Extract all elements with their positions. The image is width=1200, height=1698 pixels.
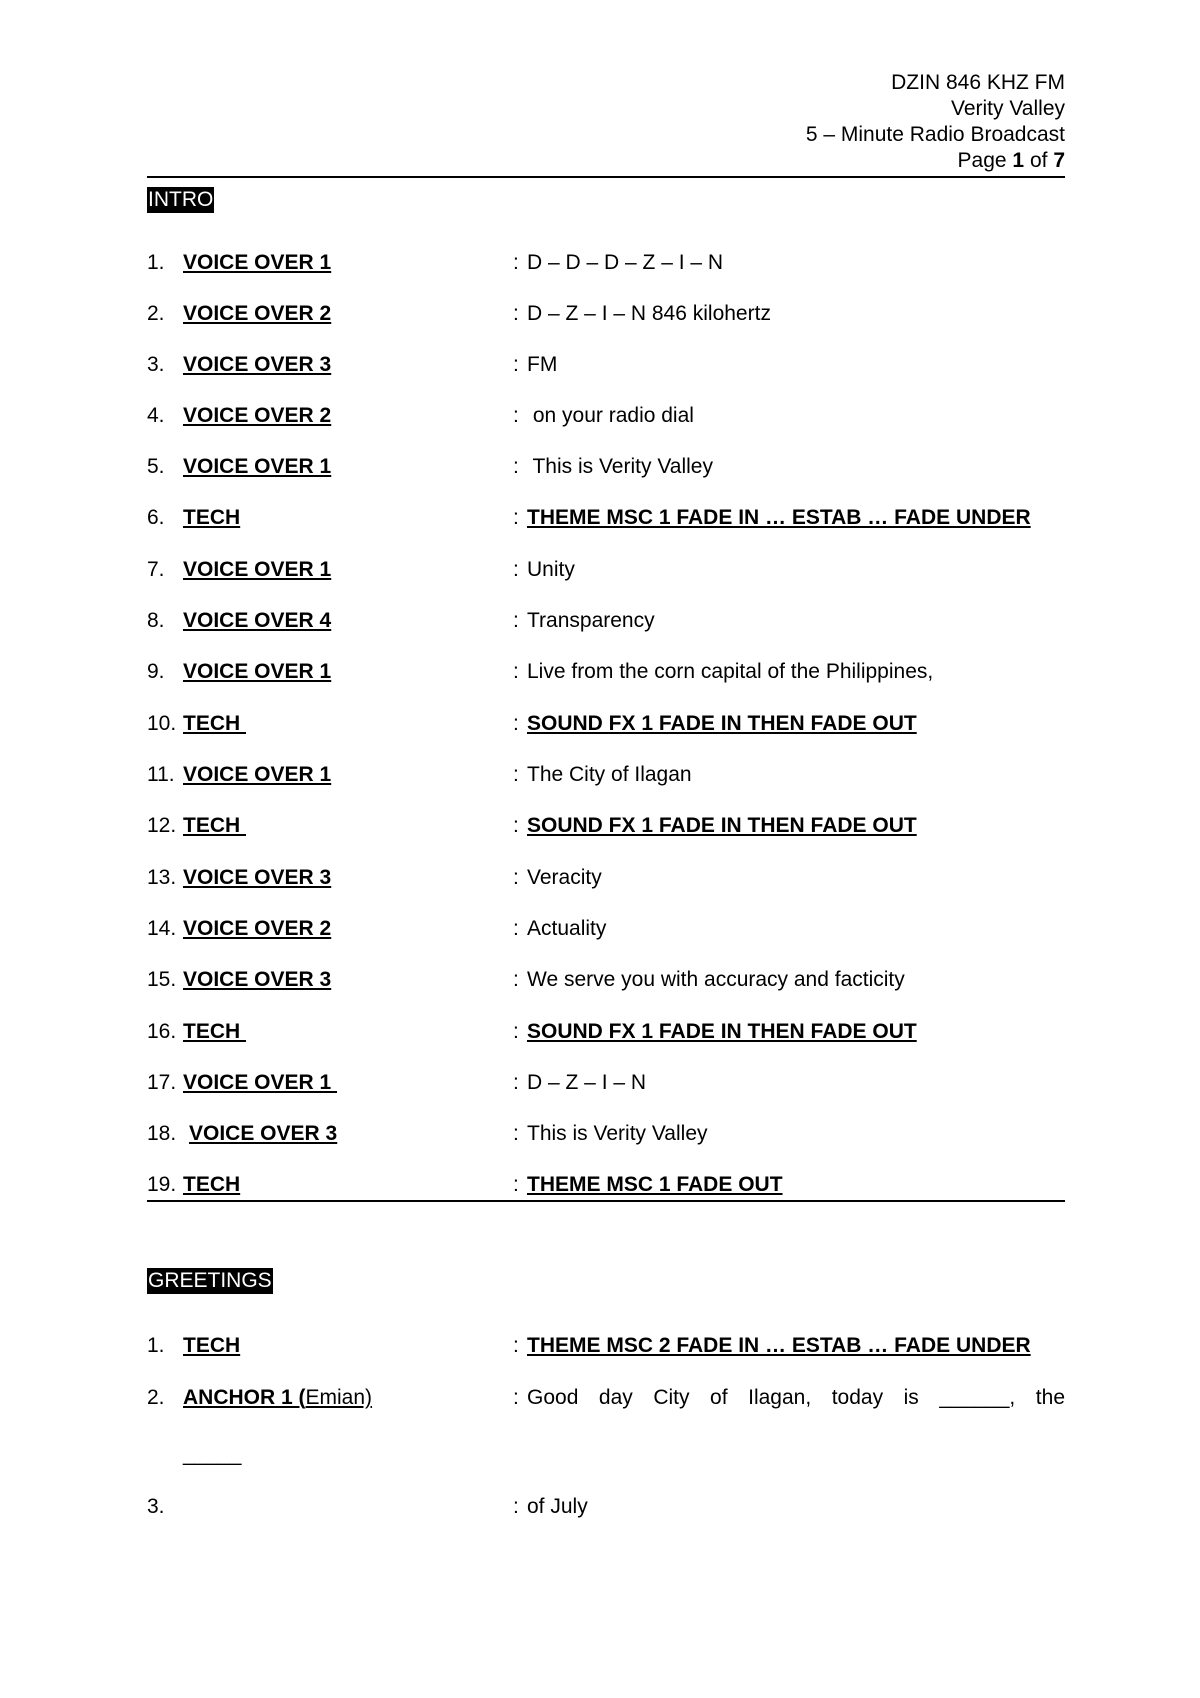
colon: :	[513, 558, 519, 581]
speaker: VOICE OVER 3	[183, 353, 332, 376]
speaker: VOICE OVER 1	[183, 1071, 338, 1094]
colon: :	[513, 763, 519, 786]
line-number: 4.	[147, 404, 165, 427]
colon: :	[513, 404, 519, 427]
tech-cue: SOUND FX 1 FADE IN THEN FADE OUT	[527, 712, 917, 735]
line-number: 15.	[147, 968, 177, 991]
script-line	[147, 657, 1065, 687]
line-number: 12.	[147, 814, 177, 837]
line-number: 2.	[147, 302, 165, 325]
dialogue: This is Verity Valley	[527, 455, 713, 478]
tech-cue: SOUND FX 1 FADE IN THEN FADE OUT	[527, 1020, 917, 1043]
tech-cue: THEME MSC 1 FADE OUT	[527, 1173, 783, 1196]
page-number: Page 1 of 7	[957, 149, 1065, 172]
speaker: VOICE OVER 1	[183, 763, 332, 786]
colon: :	[513, 1071, 519, 1094]
script-line	[147, 452, 1065, 482]
line-number: 3.	[147, 353, 165, 376]
colon: :	[513, 1334, 519, 1357]
speaker: VOICE OVER 3	[189, 1122, 338, 1145]
script-line	[147, 555, 1065, 585]
speaker: VOICE OVER 2	[183, 917, 332, 940]
colon: :	[513, 712, 519, 735]
line-number: 1.	[147, 251, 165, 274]
speaker: VOICE OVER 4	[183, 609, 332, 632]
line-number: 2.	[147, 1386, 165, 1409]
speaker: TECH	[183, 1020, 246, 1043]
dialogue: The City of Ilagan	[527, 763, 692, 786]
tech-cue: SOUND FX 1 FADE IN THEN FADE OUT	[527, 814, 917, 837]
script-line	[147, 1017, 1065, 1047]
script-line	[147, 299, 1065, 329]
speaker: VOICE OVER 3	[183, 866, 332, 889]
dialogue: Actuality	[527, 917, 607, 940]
speaker: VOICE OVER 2	[183, 404, 332, 427]
script-line	[147, 503, 1065, 533]
colon: :	[513, 1020, 519, 1043]
script-line	[147, 350, 1065, 380]
line-number: 8.	[147, 609, 165, 632]
dialogue: Veracity	[527, 866, 602, 889]
speaker: VOICE OVER 1	[183, 455, 332, 478]
line-number: 6.	[147, 506, 165, 529]
line-number: 19.	[147, 1173, 177, 1196]
dialogue: on your radio dial	[527, 404, 694, 427]
colon: :	[513, 455, 519, 478]
page-header	[147, 70, 1065, 178]
line-number: 5.	[147, 455, 165, 478]
tech-cue: THEME MSC 1 FADE IN … ESTAB … FADE UNDER	[527, 506, 1031, 529]
dialogue: We serve you with accuracy and facticity	[527, 968, 905, 991]
broadcast-format: 5 – Minute Radio Broadcast	[805, 123, 1065, 146]
script-line	[147, 914, 1065, 944]
section-label-greetings: GREETINGS	[148, 1269, 272, 1292]
script-line	[147, 709, 1065, 739]
line-number: 7.	[147, 558, 165, 581]
line-number: 14.	[147, 917, 177, 940]
colon: :	[513, 660, 519, 683]
tech-cue: THEME MSC 2 FADE IN … ESTAB … FADE UNDER	[527, 1334, 1031, 1357]
script-line	[147, 606, 1065, 636]
colon: :	[513, 1386, 519, 1409]
speaker: VOICE OVER 1	[183, 251, 332, 274]
dialogue: This is Verity Valley	[527, 1122, 708, 1145]
colon: :	[513, 917, 519, 940]
colon: :	[513, 609, 519, 632]
speaker: VOICE OVER 2	[183, 302, 332, 325]
dialogue: of July	[527, 1495, 588, 1518]
colon: :	[513, 353, 519, 376]
line-number: 16.	[147, 1020, 177, 1043]
colon: :	[513, 302, 519, 325]
dialogue: D – D – D – Z – I – N	[527, 251, 724, 274]
script-line	[147, 1119, 1065, 1149]
line-number: 9.	[147, 660, 165, 683]
line-number: 17.	[147, 1071, 177, 1094]
colon: :	[513, 1495, 519, 1518]
speaker: VOICE OVER 1	[183, 558, 332, 581]
script-line	[147, 1492, 1065, 1522]
script-line	[147, 1383, 1065, 1413]
dialogue: D – Z – I – N 846 kilohertz	[527, 302, 771, 325]
line-number: 3.	[147, 1495, 165, 1518]
dialogue: D – Z – I – N	[527, 1071, 647, 1094]
program-name: Verity Valley	[951, 97, 1065, 120]
colon: :	[513, 251, 519, 274]
script-line	[147, 1170, 1065, 1202]
speaker: TECH	[183, 814, 246, 837]
line-number: 11.	[147, 763, 175, 786]
dialogue: Transparency	[527, 609, 655, 632]
script-line	[147, 401, 1065, 431]
speaker: TECH	[183, 712, 246, 735]
station-name: DZIN 846 KHZ FM	[891, 71, 1065, 94]
speaker: TECH	[183, 1334, 241, 1357]
colon: :	[513, 814, 519, 837]
script-line	[147, 760, 1065, 790]
script-line	[147, 863, 1065, 893]
speaker: VOICE OVER 1	[183, 660, 332, 683]
anchor-name: Emian)	[305, 1386, 373, 1409]
colon: :	[513, 866, 519, 889]
line-number: 18.	[147, 1122, 177, 1145]
colon: :	[513, 506, 519, 529]
dialogue: Good day City of Ilagan, today is ______, the	[527, 1386, 1065, 1409]
colon: :	[513, 1173, 519, 1196]
speaker: TECH	[183, 1173, 241, 1196]
section-label-intro: INTRO	[148, 188, 214, 211]
script-line	[147, 965, 1065, 995]
dialogue: FM	[527, 353, 558, 376]
line-number: 13.	[147, 866, 177, 889]
colon: :	[513, 968, 519, 991]
dialogue: Unity	[527, 558, 575, 581]
script-line	[147, 248, 1065, 278]
speaker: VOICE OVER 3	[183, 968, 332, 991]
colon: :	[513, 1122, 519, 1145]
dialogue: Live from the corn capital of the Philippines,	[527, 660, 934, 683]
line-number: 10.	[147, 712, 177, 735]
speaker: TECH	[183, 506, 241, 529]
script-line	[147, 1331, 1065, 1361]
line-number: 1.	[147, 1334, 165, 1357]
dialogue-continuation: _____	[183, 1443, 242, 1466]
script-line	[147, 811, 1065, 841]
script-line	[147, 1068, 1065, 1098]
speaker: ANCHOR 1 (Emian)	[183, 1386, 373, 1409]
